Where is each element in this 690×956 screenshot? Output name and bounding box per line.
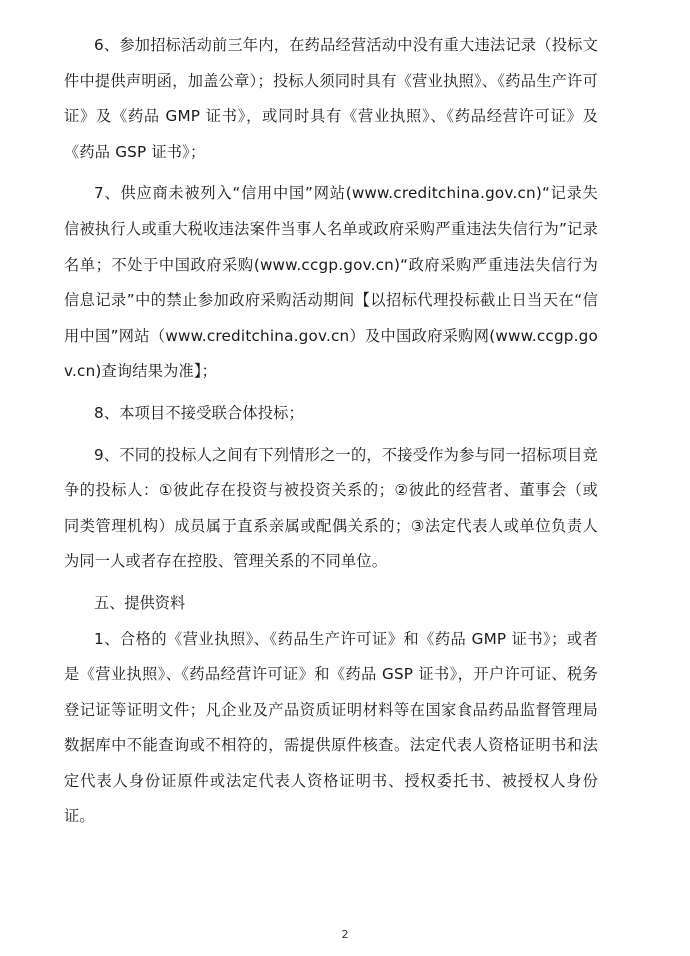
paragraph-item-7: 7、供应商未被列入“信用中国”网站(www.creditchina.gov.cn)“记录失信被执行人或重大税收违法案件当事人名单或政府采购严重违法失信行为”记录名单；不处于中国政府采购(www.ccgp.gov.cn)“政府采购严重违法失信行为信息记录”中的禁止参加政府采购活动期间【以招标代理投标截止日当天在“信用中国”网站（www.creditchina.gov.cn）及中国政府采购网(www.ccgp.gov.cn)查询结果为准】； <box>64 184 598 381</box>
paragraph-item-9: 9、不同的投标人之间有下列情形之一的，不接受作为参与同一招标项目竞争的投标人：①彼此存在投资与被投资关系的；②彼此的经营者、董事会（或同类管理机构）成员属于直系亲属或配偶关系的；③法定代表人或单位负责人为同一人或者存在控股、管理关系的不同单位。 <box>64 445 598 571</box>
section-paragraph-1: 1、合格的《营业执照》、《药品生产许可证》和《药品 GMP 证书》；或者是《营业执照》、《药品经营许可证》和《药品 GSP 证书》，开户许可证、税务登记证等证明文件；凡企业及产品资质证明材料等在国家食品药品监督管理局数据库中不能查询或不相符的，需提供原件核查。法定代表人资格证明书和法定代表人身份证原件或法定代表人资格证明书、授权委托书、被授权人身份证。 <box>64 629 598 826</box>
page-number: 2 <box>341 928 349 941</box>
paragraph-item-6: 6、参加招标活动前三年内，在药品经营活动中没有重大违法记录（投标文件中提供声明函，加盖公章）；投标人须同时具有《营业执照》、《药品生产许可证》及《药品 GMP 证书》，或同时具有《营业执照》、《药品经营许可证》及《药品 GSP 证书》； <box>64 36 598 161</box>
document-body <box>64 28 598 835</box>
section-heading: 五、提供资料 <box>94 593 186 612</box>
paragraph-item-8: 8、本项目不接受联合体投标； <box>94 403 304 422</box>
